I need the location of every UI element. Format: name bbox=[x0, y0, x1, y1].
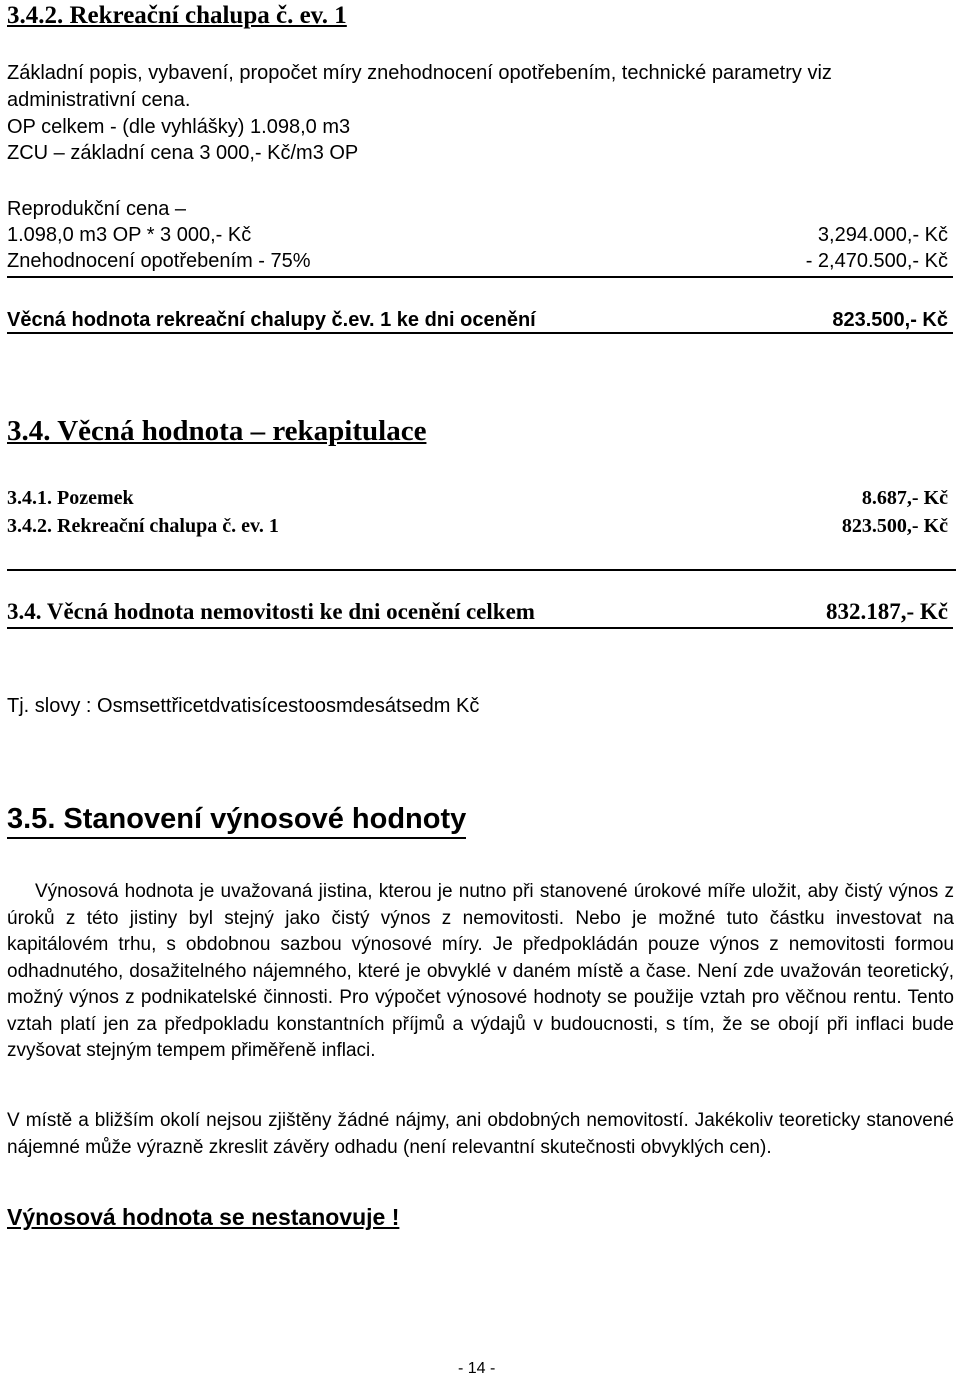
total-underline bbox=[7, 627, 953, 629]
value-in-words: Tj. slovy : Osmsettřicetdvatisícestoosmdesátsedm Kč bbox=[7, 695, 480, 717]
total-underline bbox=[7, 332, 953, 334]
zcu-line: ZCU – základní cena 3 000,- Kč/m3 OP bbox=[7, 142, 359, 164]
page-number: - 14 - bbox=[458, 1360, 496, 1377]
recap-item-value: 8.687,- Kč bbox=[861, 487, 948, 509]
heading-underline bbox=[7, 837, 466, 839]
depreciation-value: - 2,470.500,- Kč bbox=[805, 250, 948, 272]
divider-rule bbox=[7, 569, 956, 571]
section-heading-34: 3.4. Věcná hodnota – rekapitulace bbox=[7, 415, 427, 447]
reproduction-cost-calc: 1.098,0 m3 OP * 3 000,- Kč bbox=[7, 224, 252, 246]
property-value-total-label: 3.4. Věcná hodnota nemovitosti ke dni ocenění celkem bbox=[7, 599, 535, 624]
section-heading-35 bbox=[7, 803, 466, 836]
income-value-paragraph-1: Výnosová hodnota je uvažovaná jistina, kterou je nutno při stanovené úrokové míře uložit, aby čistý výnos z úroků z této jistiny byl stejný jako čistý výnos z nemovitosti. Nebo je možné tuto částku investovat na kapitálovém trhu, s obdobnou sazbou výnosové míry. Je předpokládán pouze výnos z nemovitosti formou odhadnutého, dosažitelného nájemného, které je obvyklé v daném místě a čase. Není zde uvažován teoretický, možný výnos z podnikatelské činnosti. Pro výpočet výnosové hodnoty se použije vztah pro věčnou rentu. Tento vztah platí jen za předpokladu konstantních příjmů a výdajů v budoucnosti, s tím, že se obojí při inflaci bude zvyšovat stejným tempem přiměřeně inflaci. bbox=[7, 881, 954, 1061]
description-line-1: Základní popis, vybavení, propočet míry znehodnocení opotřebením, technické parametry viz bbox=[7, 62, 832, 84]
section-heading-35-text: 3.5. Stanovení výnosové hodnoty bbox=[7, 803, 467, 835]
reproduction-cost-value: 3,294.000,- Kč bbox=[817, 224, 948, 246]
property-value-total-amount: 832.187,- Kč bbox=[825, 599, 948, 624]
depreciation-label: Znehodnocení opotřebením - 75% bbox=[7, 250, 311, 272]
conclusion-statement: Výnosová hodnota se nestanovuje ! bbox=[7, 1204, 400, 1230]
op-total-line: OP celkem - (dle vyhlášky) 1.098,0 m3 bbox=[7, 116, 351, 138]
income-value-paragraph-2: V místě a bližším okolí nejsou zjištěny žádné nájmy, ani obdobných nemovitostí. Jakékoliv teoreticky stanovené nájemné může výrazně zkreslit závěry odhadu (není relevantní skutečnosti obvyklých cen). bbox=[7, 1110, 954, 1158]
recap-item-label: 3.4.2. Rekreační chalupa č. ev. 1 bbox=[7, 515, 279, 537]
recap-item-label: 3.4.1. Pozemek bbox=[7, 487, 134, 509]
section-heading-342: 3.4.2. Rekreační chalupa č. ev. 1 bbox=[7, 2, 347, 29]
cottage-value-amount: 823.500,- Kč bbox=[832, 309, 948, 331]
recap-item-value: 823.500,- Kč bbox=[841, 515, 948, 537]
reproduction-cost-label: Reprodukční cena – bbox=[7, 198, 187, 220]
cottage-value-label: Věcná hodnota rekreační chalupy č.ev. 1 ke dni ocenění bbox=[7, 309, 536, 331]
description-line-2: administrativní cena. bbox=[7, 89, 191, 111]
divider-rule bbox=[7, 276, 953, 278]
